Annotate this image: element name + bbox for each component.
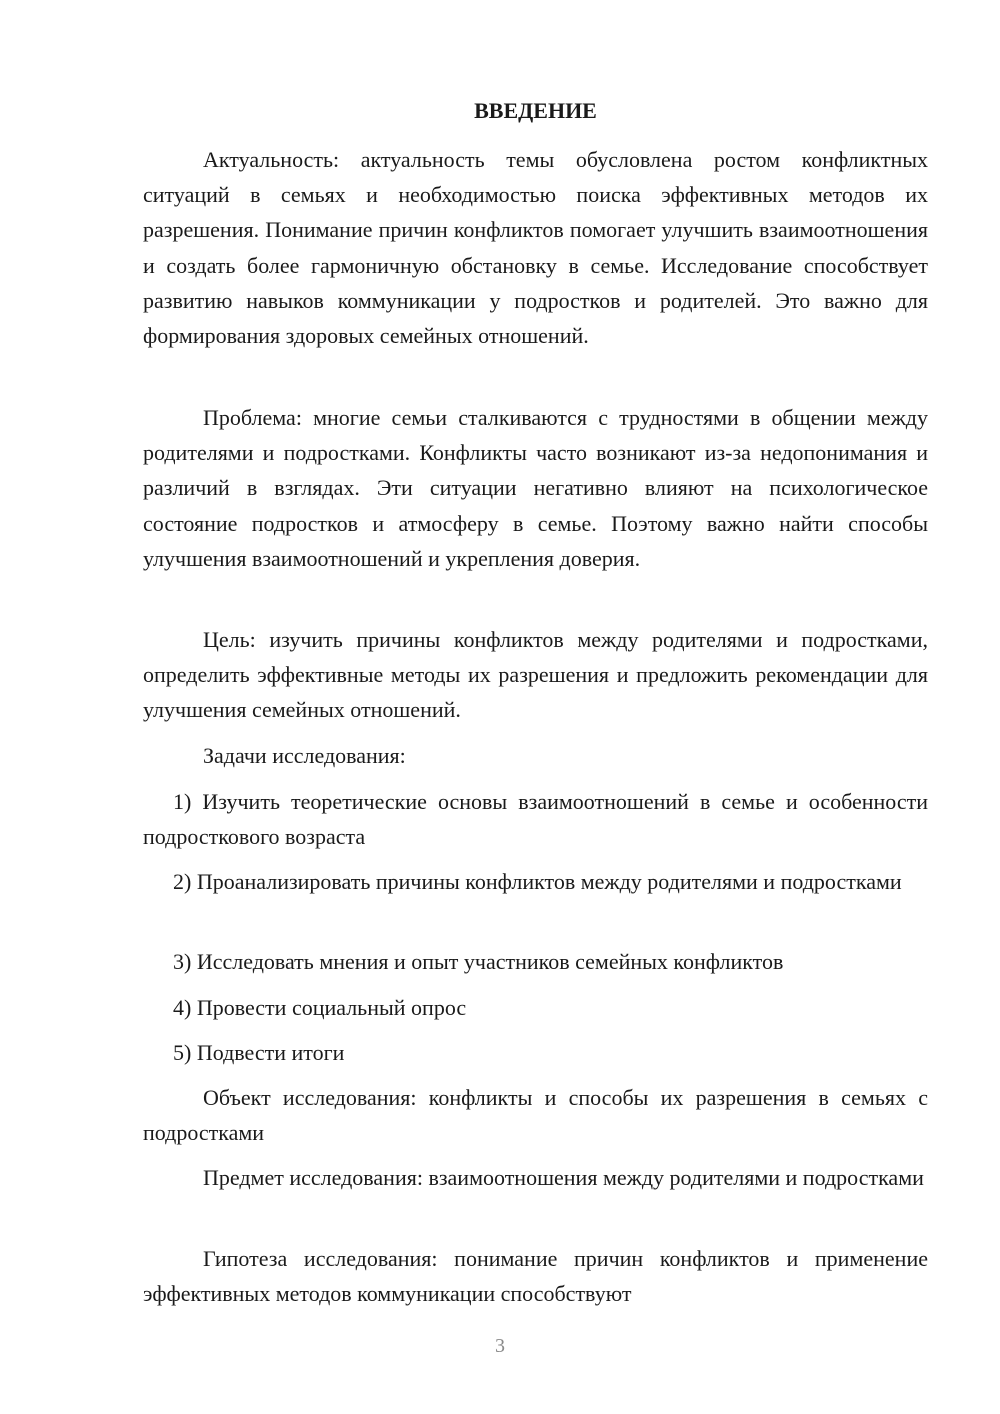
paragraph-object: Объект исследования: конфликты и способы их разрешения в семьях с подростками [143, 1085, 928, 1146]
list-item-task-5: 5) Подвести итоги [173, 1040, 345, 1065]
paragraph-problem: Проблема: многие семьи сталкиваются с трудностями в общении между родителями и подростками. Конфликты часто возникают из-за недопонимания и различий в взглядах. Эти ситуации негативно влияют на психологическое состояние подростков и атмосферу в семье. Поэтому важно найти способы улучшения взаимоотношений и укрепления доверия. [143, 405, 928, 571]
paragraph-goal: Цель: изучить причины конфликтов между родителями и подростками, определить эффективные методы их разрешения и предложить рекомендации для улучшения семейных отношений. [143, 627, 928, 723]
section-heading: ВВЕДЕНИЕ [474, 98, 597, 123]
tasks-heading: Задачи исследования: [203, 743, 406, 768]
list-item-task-4: 4) Провести социальный опрос [173, 995, 467, 1020]
page-number: 3 [495, 1335, 505, 1357]
paragraph-relevance: Актуальность: актуальность темы обусловлена ростом конфликтных ситуаций в семьях и необходимостью поиска эффективных методов их разрешения. Понимание причин конфликтов помогает улучшить взаимоотношения и создать более гармоничную обстановку в семье. Исследование способствует развитию навыков коммуникации у подростков и родителей. Это важно для формирования здоровых семейных отношений. [143, 147, 928, 349]
paragraph-subject: Предмет исследования: взаимоотношения между родителями и подростками [203, 1165, 924, 1190]
list-item-task-3: 3) Исследовать мнения и опыт участников семейных конфликтов [173, 949, 784, 974]
list-item-task-1: 1) Изучить теоретические основы взаимоотношений в семье и особенности подросткового возраста [143, 789, 928, 850]
paragraph-hypothesis: Гипотеза исследования: понимание причин конфликтов и применение эффективных методов коммуникации способствуют [143, 1246, 928, 1307]
list-item-task-2: 2) Проанализировать причины конфликтов между родителями и подростками [173, 869, 902, 894]
